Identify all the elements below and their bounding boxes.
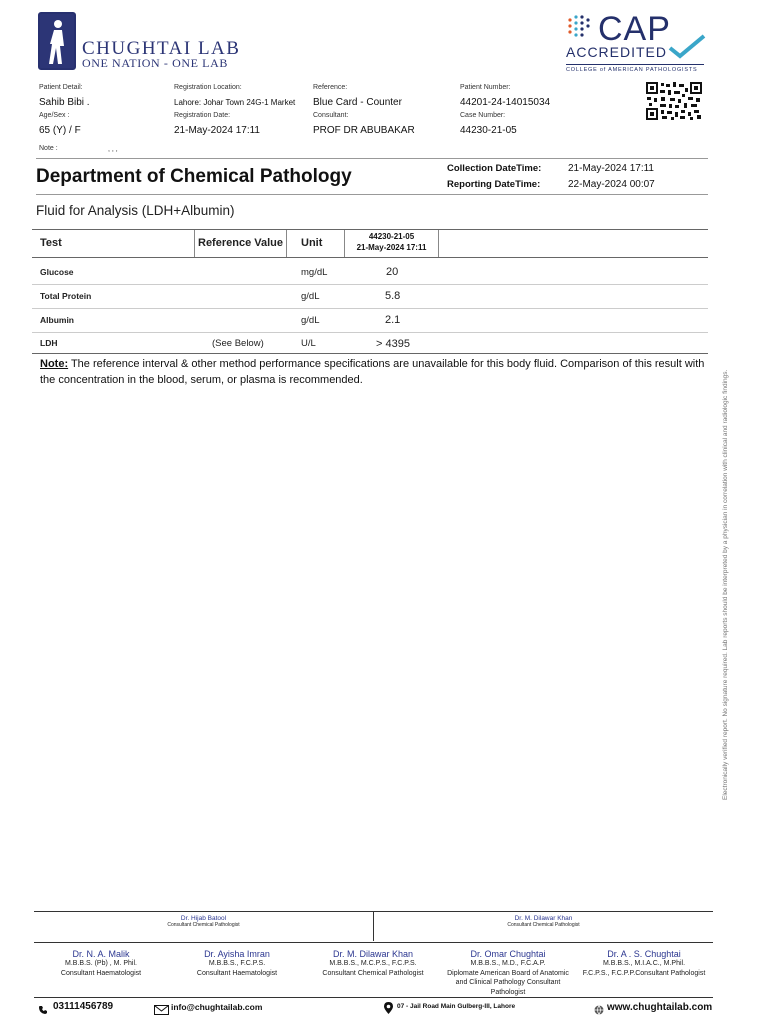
row-albumin-test: Albumin (40, 315, 74, 325)
case-number-label: Case Number: (460, 112, 506, 119)
header-reference: Reference Value (198, 237, 283, 249)
signatory-top-title: Consultant Chemical Pathologist (167, 922, 240, 928)
location-pin-icon (384, 1001, 393, 1019)
row-divider (32, 284, 708, 285)
footer-address: 07 - Jail Road Main Gulberg-III, Lahore (397, 1003, 516, 1010)
sign-bottom-border (34, 997, 713, 998)
signatory-cred: M.B.B.S., M.I.A.C., M.Phil. (602, 960, 686, 967)
globe-icon (594, 1002, 604, 1020)
header-case-number: 44230-21-05 (368, 232, 415, 241)
collection-datetime-label: Collection DateTime: (447, 163, 542, 174)
signatory-name: Dr. M. Dilawar Khan (332, 949, 414, 959)
phone-icon (38, 1002, 48, 1020)
header-unit: Unit (301, 237, 323, 249)
note-text: The reference interval & other method performance specifications are unavailable for this body fluid. Comparison of this result with the concentration in the blood, serum, or plasma is recommended. (40, 358, 705, 386)
consultant-label: Consultant: (313, 112, 349, 119)
col-divider (438, 230, 439, 257)
header-result-column (345, 231, 438, 253)
consultant-value: PROF DR ABUBAKAR (313, 125, 415, 136)
header-test: Test (40, 237, 62, 249)
row-ldh-reference: (See Below) (212, 338, 264, 349)
col-divider (194, 230, 195, 257)
footer-phone[interactable]: 03111456789 (53, 1001, 114, 1012)
cap-divider (566, 64, 704, 65)
qr-code-icon (646, 82, 702, 125)
cap-subtitle: COLLEGE of AMERICAN PATHOLOGISTS (566, 67, 698, 73)
signatory-4 (440, 949, 576, 997)
reference-value: Blue Card - Counter (313, 97, 402, 108)
row-divider (32, 308, 708, 309)
row-divider (32, 332, 708, 333)
divider-top (36, 158, 708, 159)
signatory-3 (305, 949, 441, 978)
row-glucose-value: 20 (386, 266, 399, 278)
collection-datetime-value: 21-May-2024 17:11 (568, 163, 654, 174)
reporting-datetime-label: Reporting DateTime: (447, 179, 541, 190)
row-glucose-test: Glucose (40, 267, 74, 277)
row-glucose-unit: mg/dL (301, 267, 328, 278)
table-bottom-border (32, 353, 708, 354)
signatory-name: Dr. Omar Chughtai (470, 949, 546, 959)
signatory-name: Dr. Ayisha Imran (204, 949, 270, 959)
table-top-border (32, 229, 708, 230)
cap-accredited: ACCREDITED (566, 44, 668, 60)
chughtai-logo-icon (38, 12, 76, 70)
row-ldh-test: LDH (40, 338, 58, 348)
sign-mid-border (34, 942, 713, 943)
signatory-name: Dr. N. A. Malik (72, 949, 130, 959)
divider-department (36, 194, 708, 195)
signatory-cred: M.B.B.S., M.C.P.S., F.C.P.S. (329, 960, 417, 967)
signatory-top-2 (374, 915, 713, 928)
signatory-cred: M.B.B.S. (Pb) , M. Phil. (65, 960, 137, 967)
signatory-cred: Consultant Haematologist (60, 969, 142, 977)
brand-tagline: ONE NATION - ONE LAB (82, 56, 228, 70)
patient-detail-label: Patient Detail: (39, 84, 83, 91)
note-label-header: Note : (39, 145, 58, 152)
signatory-cred: Consultant Chemical Pathologist (322, 969, 424, 977)
signatory-cred: M.B.B.S., F.C.P.S. (208, 960, 266, 967)
row-total-protein-unit: g/dL (301, 291, 320, 302)
signatory-top-title: Consultant Chemical Pathologist (507, 922, 580, 928)
signatory-5 (576, 949, 712, 978)
side-disclaimer: Electronically verified report. No signature required. Lab reports should be interpreted by a physician in correlation with clinical and radiologic findings. (722, 369, 729, 800)
signatory-top-name: Dr. Hijab Batool (180, 915, 227, 922)
reference-label: Reference: (313, 84, 348, 91)
patient-number-value: 44201-24-14015034 (460, 97, 551, 108)
row-total-protein-test: Total Protein (40, 291, 92, 301)
footer-email[interactable]: info@chughtailab.com (171, 1002, 263, 1012)
signatory-cred: F.C.P.S., F.C.P.P.Consultant Pathologist (582, 969, 706, 977)
col-divider (286, 230, 287, 257)
row-albumin-value: 2.1 (385, 314, 401, 326)
row-ldh-unit: U/L (301, 338, 316, 349)
signatory-top-name: Dr. M. Dilawar Khan (514, 915, 573, 922)
cap-title: CAP (598, 10, 671, 48)
signatory-cred: M.B.B.S., M.D., F.C.A.P. (470, 960, 546, 967)
signatory-cred: Consultant Haematologist (196, 969, 278, 977)
row-ldh-value: > 4395 (376, 338, 410, 350)
reg-date-value: 21-May-2024 17:11 (174, 125, 260, 136)
signatory-cred: and Clinical Pathology Consultant Pathologist (455, 979, 561, 996)
checkmark-icon (668, 34, 706, 65)
reg-location-label: Registration Location: (174, 84, 242, 91)
patient-name: Sahib Bibi . (39, 97, 90, 108)
footer-website[interactable]: www.chughtailab.com (607, 1002, 713, 1013)
table-header-border (32, 257, 708, 258)
row-total-protein-value: 5.8 (385, 290, 401, 302)
reg-location-value: Lahore: Johar Town 24G-1 Market (174, 98, 296, 107)
department-title: Department of Chemical Pathology (36, 166, 352, 187)
agesex-label: Age/Sex : (39, 112, 70, 119)
signatory-1 (34, 949, 168, 978)
cap-dots-icon (566, 14, 594, 47)
note-label: Note: (40, 358, 69, 370)
analysis-title: Fluid for Analysis (LDH+Albumin) (36, 203, 235, 218)
signatory-top-1 (34, 915, 373, 928)
agesex-value: 65 (Y) / F (39, 125, 81, 136)
signatory-cred: Diplomate American Board of Anatomic (447, 969, 569, 977)
mail-icon (154, 1002, 169, 1020)
case-number-value: 44230-21-05 (460, 125, 517, 136)
signatory-2 (170, 949, 304, 978)
brand-name: CHUGHTAI LAB (82, 38, 241, 59)
row-albumin-unit: g/dL (301, 315, 320, 326)
header-result-date: 21-May-2024 17:11 (356, 243, 427, 252)
note-paragraph (40, 356, 720, 388)
patient-number-label: Patient Number: (460, 84, 511, 91)
reg-date-label: Registration Date: (174, 112, 231, 119)
signatory-name: Dr. A . S. Chughtai (607, 949, 681, 959)
reporting-datetime-value: 22-May-2024 00:07 (568, 179, 655, 190)
note-value-header: , , , (108, 146, 118, 153)
